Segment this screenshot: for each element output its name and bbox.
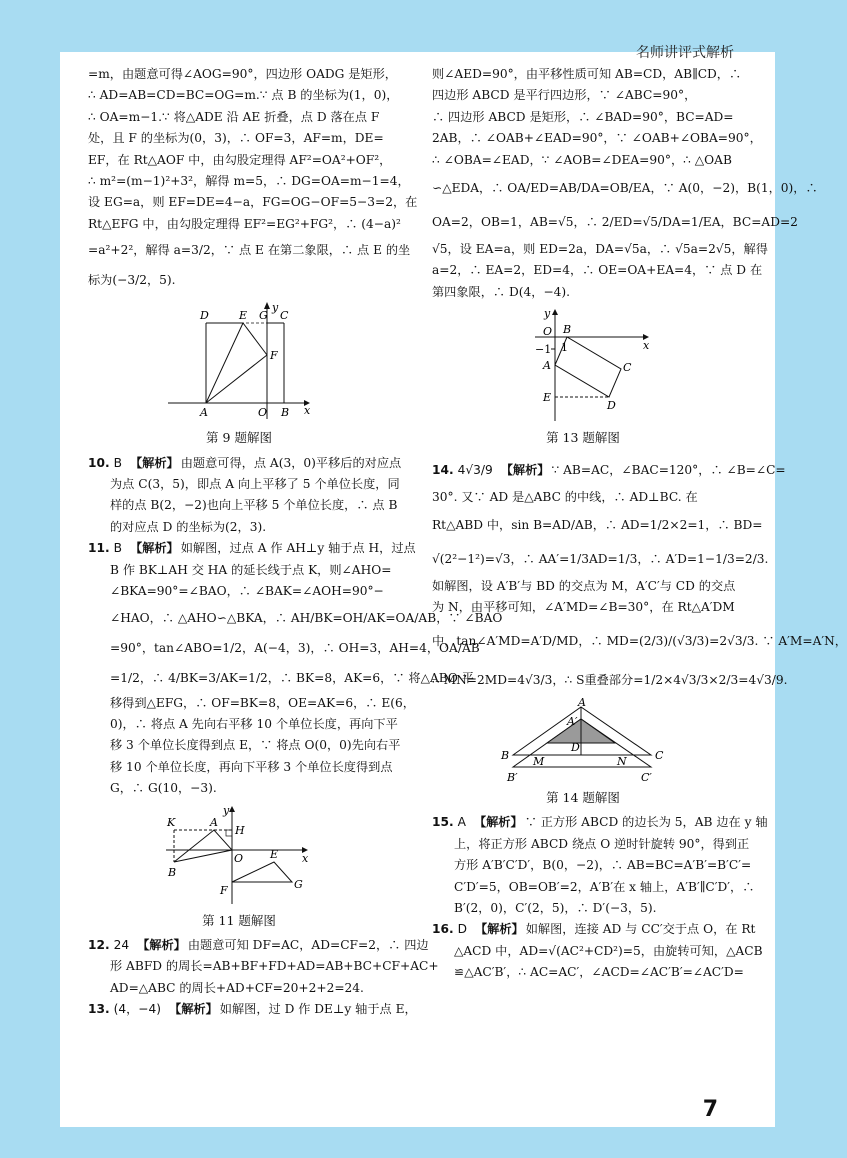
text-line: 2AB，∴ ∠OAB+∠EAD=90°，∵ ∠OAB+∠OBA=90°， [432, 131, 762, 146]
text-line: 标为(−3/2，5). [88, 273, 176, 288]
question-number: 13. [88, 1002, 110, 1017]
text-line: =1/2，∴ 4/BK=3/AK=1/2，∴ BK=8，AK=6，∵ 将△ABO 平 [110, 670, 474, 685]
q12 [88, 935, 439, 999]
side-af [206, 355, 267, 403]
q13 [88, 999, 417, 1020]
question-number: 14. [432, 462, 454, 477]
label-c: C [280, 309, 289, 323]
y-axis-arrow [552, 309, 558, 315]
text-line: 中，tan∠A′MD=A′D/MD，∴ MD=(2/3)/(√3/3)=2√3/3. ∵ A′M=A′N， [432, 633, 847, 648]
q10 [88, 453, 402, 539]
text-line: √(2²−1²)=√3，∴ AA′=1/3AD=1/3，∴ A′D=1−1/3=2/3. [432, 552, 769, 567]
text-line: 处，且 F 的坐标为(0，3)，∴ OF=3，AF=m，DE= [88, 131, 384, 146]
q14 [432, 453, 847, 697]
text-line: 0)，∴ 将点 A 先向右平移 10 个单位长度，再向下平 [110, 716, 398, 731]
label-h: H [235, 823, 245, 837]
label-o: O [258, 406, 268, 420]
text-line: ∴ 四边形 ABCD 是矩形，∴ ∠BAD=90°，BC=AD= [432, 109, 734, 124]
right-angle-h [226, 830, 232, 836]
label-ap: A′ [567, 714, 578, 728]
q15-line-first [432, 812, 768, 833]
answer: (4，−4) [113, 1002, 162, 1017]
label-g: G [259, 309, 268, 323]
label-a: A [578, 695, 586, 709]
text-line: 样的点 B(2，−2)也向上平移 5 个单位长度，∴ 点 B [110, 498, 398, 513]
label-1: 1 [561, 341, 568, 355]
text-line: 则∠AED=90°，由平移性质可知 AB=CD，AB∥CD，∴ [432, 67, 742, 81]
page-number: 7 [702, 1097, 718, 1122]
label-y: y [223, 803, 230, 817]
q13-solution [432, 64, 818, 303]
text-line: 移 10 个单位长度，再向下平移 3 个单位长度得到点 [110, 759, 393, 774]
text-line: ∴ MN=2MD=4√3/3，∴ S重叠部分=1/2×4√3/3×2/3=4√3/9. [432, 672, 788, 687]
answer: 4√3/9 [457, 462, 493, 477]
text-line: 上，将正方形 ABCD 绕点 O 逆时针旋转 90°，得到正 [454, 836, 750, 851]
q16 [432, 919, 763, 983]
text-line: a=2，∴ EA=2，ED=4，∴ OE=OA+EA=4，∵ 点 D 在 [432, 263, 763, 278]
analysis-tag: 【解析】 [474, 922, 524, 937]
q11 [88, 538, 503, 799]
label-a: A [210, 815, 218, 829]
text-line: 四边形 ABCD 是平行四边形，∵ ∠ABC=90°， [432, 88, 697, 103]
text-line: B′(2，0)，C′(2，5)，∴ D′(−3，5). [454, 900, 657, 915]
header-title: 名师讲评式解析 [636, 45, 734, 61]
q12-line-first [88, 935, 429, 956]
text-line: ∴ AD=AB=CD=BC=OG=m.∵ 点 B 的坐标为(1，0)， [88, 88, 399, 103]
text-line: Rt△ABD 中，sin B=AD/AB，∴ AD=1/2×2=1，∴ BD= [432, 518, 763, 533]
label-e: E [239, 309, 248, 323]
label-m: M [533, 754, 545, 768]
label-f: F [220, 883, 228, 897]
text-line: 的对应点 D 的坐标为(2，3). [110, 519, 267, 534]
label-neg1: −1 [535, 343, 552, 357]
analysis-tag: 【解析】 [500, 462, 550, 477]
analysis-tag: 【解析】 [129, 541, 179, 556]
label-d: D [200, 309, 209, 323]
label-c: C [655, 748, 664, 762]
label-b: B [168, 865, 177, 879]
figure-9 [164, 299, 314, 425]
text-line: 方形 A′B′C′D′，B(0，−2)，∴ AB=BC=A′B′=B′C′= [454, 858, 752, 873]
text-line: B 作 BK⊥AH 交 HA 的延长线于点 K，则∠AHO= [110, 562, 392, 577]
answer: A [457, 815, 466, 830]
text-line: =m，由题意可得∠AOG=90°，四边形 OADG 是矩形， [88, 67, 397, 81]
label-bp: B′ [507, 770, 518, 784]
question-number: 11. [88, 541, 110, 556]
text-line: ∵ 正方形 ABCD 的边长为 5，AB 边在 y 轴 [524, 815, 768, 830]
text-line: 设 EG=a，则 EF=DE=4−a，FG=OG−OF=5−3=2，在 [88, 195, 418, 210]
figure-11 [164, 804, 314, 908]
label-g: G [294, 877, 303, 891]
q11-line-first [88, 538, 416, 559]
label-cp: C′ [641, 770, 652, 784]
question-number: 15. [432, 815, 454, 830]
text-line: ∴ ∠OBA=∠EAD，∵ ∠AOB=∠DEA=90°，∴ △OAB [432, 152, 732, 167]
text-line: ∠HAO，∴ △AHO∽△BKA，∴ AH/BK=OH/AK=OA/AB，∵ ∠BAO [110, 610, 503, 625]
text-line: ∴ m²=(m−1)²+3²，解得 m=5，∴ DG=OA=m−1=4， [88, 174, 410, 189]
text-line: 30°. 又∵ AD 是△ABC 的中线，∴ AD⊥BC. 在 [432, 489, 698, 504]
label-x: x [302, 851, 309, 865]
text-line: G，∴ G(10，−3). [110, 781, 217, 796]
text-line: 如解图，过点 A 作 AH⊥y 轴于点 H，过点 [180, 541, 416, 556]
triangle-efg [232, 862, 292, 882]
figure-13-caption: 第 13 题解图 [546, 430, 620, 446]
text-line: OA=2，OB=1，AB=√5，∴ 2/ED=√5/DA=1/EA，BC=AD=2 [432, 215, 798, 230]
label-o: O [234, 851, 244, 865]
label-c: C [623, 361, 632, 375]
label-d: D [571, 740, 580, 754]
text-line: 第四象限，∴ D(4，−4). [432, 284, 571, 299]
question-number: 12. [88, 937, 110, 952]
q9-solution [88, 64, 418, 295]
text-line: 移 3 个单位长度得到点 E，∵ 将点 O(0，0)先向右平 [110, 738, 401, 753]
label-o: O [543, 325, 553, 339]
label-b: B [563, 323, 572, 337]
label-a: A [200, 406, 208, 420]
answer: B [113, 541, 122, 556]
label-a: A [543, 359, 551, 373]
text-line: ≌△AC′B′，∴ AC=AC′，∠ACD=∠AC′B′=∠AC′D= [454, 965, 744, 980]
question-number: 10. [88, 455, 110, 470]
label-y: y [544, 307, 551, 321]
side-ef [243, 323, 267, 355]
question-number: 16. [432, 922, 454, 937]
text-line: AD=△ABC 的周长+AD+CF=20+2+2=24. [110, 980, 364, 995]
text-line: 移得到△EFG，∴ OF=BK=8，OE=AK=6，∴ E(6， [110, 695, 415, 710]
rectangle-dashed [206, 323, 284, 403]
text-line: 为点 C(3，5)，即点 A 向上平移了 5 个单位长度，同 [110, 477, 400, 492]
side-ae [206, 323, 243, 403]
figure-11-caption: 第 11 题解图 [202, 912, 276, 928]
text-line: 为 N，由平移可知，∠A′MD=∠B=30°，在 Rt△A′DM [432, 600, 735, 615]
figure-9-caption: 第 9 题解图 [206, 430, 272, 446]
label-e: E [270, 847, 279, 861]
label-x: x [643, 339, 650, 353]
right-column [432, 64, 847, 984]
figure-13 [513, 307, 653, 425]
label-x: x [304, 404, 311, 418]
label-k: K [167, 815, 176, 829]
text-line: 如解图，过 D 作 DE⊥y 轴于点 E， [219, 1002, 417, 1017]
label-b: B [501, 748, 510, 762]
label-f: F [270, 349, 278, 363]
text-line: Rt△EFG 中，由勾股定理得 EF²=EG²+FG²，∴ (4−a)² [88, 216, 401, 231]
label-b: B [281, 406, 290, 420]
label-e: E [543, 391, 552, 405]
text-line: EF，在 Rt△AOF 中，由勾股定理得 AF²=OA²+OF²， [88, 152, 392, 167]
text-line: 形 ABFD 的周长=AB+BF+FD+AD=AB+BC+CF+AC+ [110, 959, 439, 974]
text-line: 由题意可得，点 A(3，0)平移后的对应点 [180, 455, 402, 470]
text-line: ∵ AB=AC，∠BAC=120°，∴ ∠B=∠C= [551, 462, 786, 477]
text-line: △ACD 中，AD=√(AC²+CD²)=5，由旋转可知，△ACB [454, 943, 763, 958]
q15 [432, 812, 768, 919]
answer: D [457, 922, 467, 937]
text-line: =a²+2²，解得 a=3/2，∵ 点 E 在第二象限，∴ 点 E 的坐 [88, 243, 411, 258]
answer: 24 [113, 937, 130, 952]
text-line: 如解图，连接 AD 与 CC′交于点 O，在 Rt [525, 922, 756, 937]
label-d: D [607, 399, 616, 413]
text-line: ∴ OA=m−1.∵ 将△ADE 沿 AE 折叠，点 D 落在点 F [88, 109, 380, 124]
text-line: ∠BKA=90°=∠BAO，∴ ∠BAK=∠AOH=90°− [110, 584, 384, 599]
text-line: =90°，tan∠ABO=1/2，A(−4，3)，∴ OH=3，AH=4，OA/AB [110, 640, 480, 655]
answer: B [113, 455, 122, 470]
analysis-tag: 【解析】 [473, 815, 523, 830]
text-line: C′D′=5，OB=OB′=2，A′B′在 x 轴上，A′B′∥C′D′，∴ [454, 879, 755, 894]
analysis-tag: 【解析】 [169, 1002, 218, 1017]
figure-14-caption: 第 14 题解图 [546, 789, 620, 805]
y-axis-arrow [229, 806, 235, 812]
q13-line-first [88, 999, 417, 1020]
analysis-tag: 【解析】 [129, 455, 179, 470]
y-axis-arrow [264, 302, 270, 309]
text-line: ∽△EDA，∴ OA/ED=AB/DA=OB/EA，∵ A(0，−2)，B(1，0)，∴ [432, 181, 818, 196]
q10-line-first [88, 453, 402, 474]
triangle-abo [174, 830, 232, 862]
label-y: y [272, 301, 279, 315]
label-n: N [617, 754, 627, 768]
q14-line-first [432, 453, 786, 487]
q16-line-first [432, 919, 756, 940]
analysis-tag: 【解析】 [137, 937, 186, 952]
text-line: 如解图，设 A′B′与 BD 的交点为 M，A′C′与 CD 的交点 [432, 579, 736, 594]
text-line: 由题意可知 DF=AC，AD=CF=2，∴ 四边 [187, 937, 429, 952]
text-line: √5，设 EA=a，则 ED=2a，DA=√5a，∴ √5a=2√5，解得 [432, 242, 768, 257]
figure-14 [493, 695, 673, 785]
